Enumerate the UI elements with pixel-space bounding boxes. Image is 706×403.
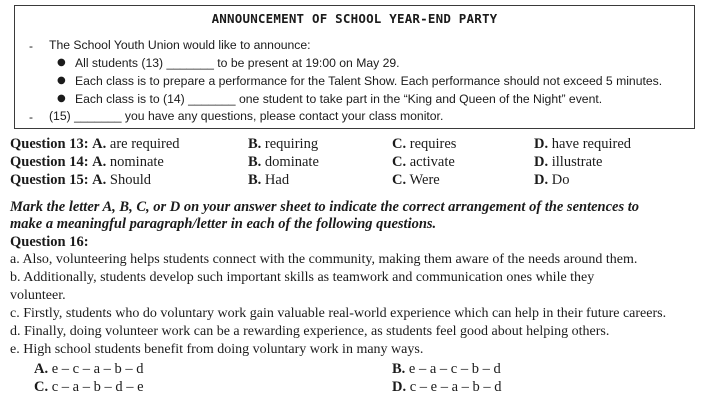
question-label: Question 13: [10,136,89,152]
option-letter: B. [392,361,406,377]
q16-option-c[interactable] [34,379,144,396]
option-text: Do [551,172,570,188]
question-13-option-c[interactable] [392,136,456,153]
option-letter: A. [92,172,107,188]
option-letter: C. [392,136,407,152]
q16-sentence-b-cont: volunteer. [10,288,66,303]
last-line-post: you have any questions, please contact your class monitor. [124,109,444,123]
question-13-option-a [10,136,180,153]
q16-option-b[interactable] [392,361,501,378]
bullet3-text-post: one student to take part in the “King and Queen of the Night” event. [238,92,603,106]
option-text: c – e – a – b – d [409,379,502,395]
option-text: dominate [264,154,319,170]
option-letter: A. [34,361,49,377]
question-15-option-a [10,172,151,189]
last-line-pre: (15) [49,109,71,123]
question-14-option-b[interactable] [248,154,319,171]
q16-sentence-a: a. Also, volunteering helps students connect with the community, making them aware of the needs around them. [10,252,638,267]
question-15-option-b[interactable] [248,172,289,189]
announcement-title: ANNOUNCEMENT OF SCHOOL YEAR-END PARTY [211,11,498,26]
dash-bullet: - [29,39,33,53]
bullet-icon: ● [57,93,66,104]
option-letter: B. [248,136,262,152]
question-label: Question 14: [10,154,89,170]
blank-13: _______ [166,56,214,70]
option-text: Were [409,172,440,188]
option-letter: D. [534,172,549,188]
bullet-icon: ● [57,75,66,86]
option-text: nominate [109,154,164,170]
question-label: Question 15: [10,172,89,188]
question-15-option-d[interactable] [534,172,569,189]
announcement-bullet-1 [75,56,400,70]
option-text: c – a – b – d – e [51,379,144,395]
announcement-bullet-2: Each class is to prepare a performance for the Talent Show. Each performance should not exceed 5 minutes. [75,74,663,88]
announcement-box [14,5,695,129]
question-15-option-c[interactable] [392,172,440,189]
option-text: activate [409,154,455,170]
question-16-label: Question 16: [10,234,89,250]
announcement-bullet-3 [75,92,602,106]
instruction-line-2: make a meaningful paragraph/letter in each of the following questions. [10,216,437,232]
question-13-option-b[interactable] [248,136,318,153]
option-text: illustrate [551,154,603,170]
dash-bullet: - [29,110,33,124]
announcement-last-line [49,109,443,123]
option-text: Should [109,172,151,188]
bullet1-text-post: to be present at 19:00 on May 29. [217,56,400,70]
question-13-option-d[interactable] [534,136,631,153]
q16-sentence-d: d. Finally, doing volunteer work can be a rewarding experience, as students feel good about helping others. [10,324,610,339]
q16-sentence-c: c. Firstly, students who do voluntary work gain valuable real-world experience which can help in their future careers. [10,306,667,321]
option-letter: C. [34,379,49,395]
blank-15: _______ [74,109,122,123]
option-letter: C. [392,172,407,188]
question-14-option-a [10,154,164,171]
bullet3-text-pre: Each class is to (14) [75,92,185,106]
option-letter: A. [92,154,107,170]
instruction-line-1: Mark the letter A, B, C, or D on your answer sheet to indicate the correct arrangement of the sentences to [10,199,640,215]
blank-14: _______ [188,92,236,106]
option-text: requires [409,136,457,152]
q16-option-d[interactable] [392,379,502,396]
option-text: e – a – c – b – d [408,361,501,377]
option-letter: D. [534,154,549,170]
q16-option-a[interactable] [34,361,144,378]
option-letter: B. [248,172,262,188]
announcement-intro: The School Youth Union would like to announce: [49,38,311,52]
option-text: are required [109,136,180,152]
option-text: have required [551,136,632,152]
bullet1-text-pre: All students (13) [75,56,164,70]
option-text: e – c – a – b – d [51,361,144,377]
bullet-icon: ● [57,57,66,68]
question-14-option-d[interactable] [534,154,602,171]
q16-sentence-b: b. Additionally, students develop such important skills as teamwork and communication ones while they [10,270,595,285]
q16-sentence-e: e. High school students benefit from doing voluntary work in many ways. [10,342,424,357]
option-letter: D. [534,136,549,152]
option-letter: D. [392,379,407,395]
option-text: Had [264,172,290,188]
option-letter: B. [248,154,262,170]
option-letter: A. [92,136,107,152]
question-14-option-c[interactable] [392,154,455,171]
option-text: requiring [264,136,319,152]
option-letter: C. [392,154,407,170]
